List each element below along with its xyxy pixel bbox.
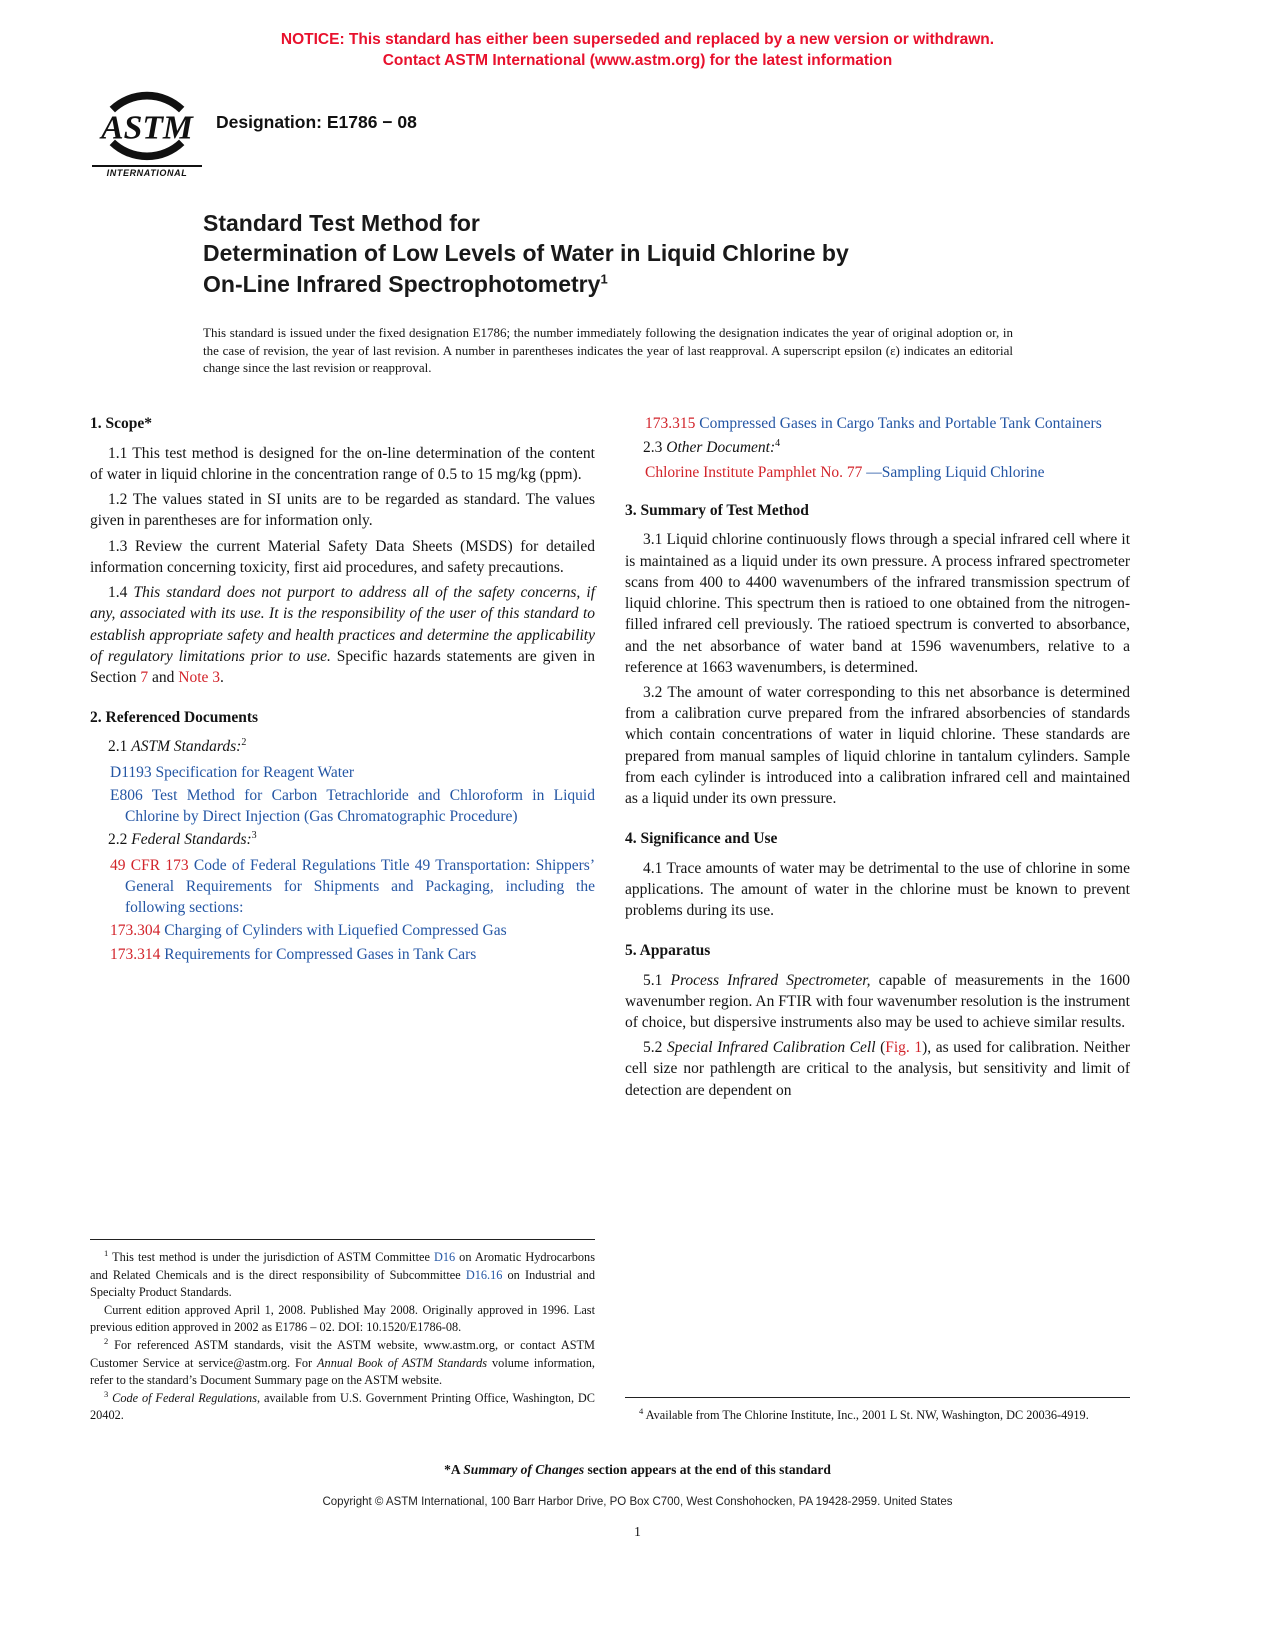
inline-link[interactable]: Test Method for Carbon Tetrachloride and Chloroform in Liquid Chlorine by Direct Injection (Gas Chromatographic Procedure) <box>125 786 595 826</box>
footnote-separator <box>90 1239 595 1240</box>
issuing-preamble: This standard is issued under the fixed designation E1786; the number immediately following the designation indicates the year of original adoption or, in the case of revision, the year of last revision. A number in parentheses indicates the year of last reapproval. A superscript epsilon (ε) indicates an editorial change since the last revision or reapproval. <box>203 324 1013 376</box>
inline-link[interactable]: 49 CFR 173 <box>110 856 189 874</box>
right-footnotes <box>625 1397 1130 1425</box>
footnote-1 <box>90 1249 595 1301</box>
text-segment: 2.1 <box>108 738 132 756</box>
notice-line-1: NOTICE: This standard has either been superseded and replaced by a new version or withdrawn. <box>280 31 995 48</box>
document-title <box>203 208 1025 300</box>
text-segment: 4 <box>775 437 781 449</box>
reference-item-d1193 <box>90 762 595 783</box>
text-segment: Process Infrared Spectrometer, <box>670 971 871 989</box>
designation-label: Designation: E1786 − 08 <box>216 111 417 132</box>
text-segment: on Aromatic Hydrocarbons and Related Chemicals and is the direct responsibility of Subcommittee <box>90 1250 595 1282</box>
inline-link[interactable]: Note 3 <box>178 668 221 686</box>
inline-link[interactable]: Code of Federal Regulations Title 49 Transportation: Shippers’ General Requirements for Shipments and Packaging, including the following sections: <box>125 856 595 917</box>
text-segment: 1.4 <box>108 584 134 602</box>
footnote-3 <box>90 1390 595 1424</box>
reference-item-49cfr173 <box>90 855 595 919</box>
paragraph-4-1 <box>625 858 1130 922</box>
section-heading-scope: 1. Scope* <box>90 415 152 433</box>
paragraph-2-3 <box>625 437 1130 458</box>
text-segment: on Industrial and Specialty Product Standards. <box>90 1267 595 1299</box>
text-segment: 1.3 Review the current Material Safety Data Sheets (MSDS) for detailed information concerning toxicity, first aid procedures, and safety precautions. <box>90 537 595 576</box>
summary-of-changes-note <box>0 1462 1275 1478</box>
text-segment: Summary of Changes <box>463 1462 585 1477</box>
reference-item-173-314 <box>90 944 595 965</box>
text-segment: This test method is under the jurisdiction of ASTM Committee <box>108 1250 434 1265</box>
reference-item-chlorine-pamphlet <box>625 462 1130 483</box>
inline-link[interactable]: Compressed Gases in Cargo Tanks and Portable Tank Containers <box>695 415 1102 433</box>
text-segment: 3.1 Liquid chlorine continuously flows through a special infrared cell where it is maintained as a liquid under its own pressure. A process infrared spectrometer scans from 400 to 4400 wavenumbers of the infrared transmission spectrum of liquid chlorine. This spectrum then is ratioed to one obtained from the nitrogen-filled infrared cell previously. The ratioed spectrum is converted to absorbance, and the net absorbance of water band at 1596 wavenumbers, relative to a reference at 1663 wavenumbers, is determined. <box>625 531 1130 676</box>
text-segment: 3.2 The amount of water corresponding to this net absorbance is determined from a calibration curve prepared from the infrared absorbencies of standards which contain concentrations of water in liquid chlorine. These standards are prepared from manual samples of liquid chlorine in tantalum cylinders. Sample from each cylinder is introduced into a calibration infrared cell and maintained as a liquid under its own pressure. <box>625 683 1130 808</box>
footnote-4 <box>625 1407 1130 1424</box>
inline-link[interactable]: Charging of Cylinders with Liquefied Compressed Gas <box>160 922 507 940</box>
text-segment: 1.1 This test method is designed for the on-line determination of the content of water in liquid chlorine in the concentration range of 0.5 to 15 mg/kg (ppm). <box>90 444 595 483</box>
text-segment: 1.2 The values stated in SI units are to be regarded as standard. The values given in parentheses are for information only. <box>90 491 595 530</box>
text-segment: volume information, refer to the standard’s Document Summary page on the ASTM website. <box>90 1355 595 1387</box>
text-segment: For referenced ASTM standards, visit the ASTM website, www.astm.org, or contact ASTM Customer Service at service@astm.org. For <box>90 1338 595 1370</box>
astm-logo <box>92 86 202 178</box>
paragraph-3-2 <box>625 682 1130 809</box>
title-line-3-text: On-Line Infrared Spectrophotometry <box>203 271 601 297</box>
text-segment: Available from The Chlorine Institute, Inc., 2001 L St. NW, Washington, DC 20036-4919. <box>643 1408 1089 1423</box>
text-segment: 5.1 <box>643 971 671 989</box>
text-segment: section appears at the end of this standard <box>584 1462 831 1477</box>
inline-link[interactable]: D16 <box>433 1250 456 1265</box>
text-segment: . <box>220 668 224 686</box>
text-segment: 1 <box>104 1248 109 1259</box>
inline-link[interactable]: 173.314 <box>110 945 161 963</box>
title-line-3 <box>203 269 1025 300</box>
paragraph-1-3 <box>90 536 595 578</box>
text-segment: 4.1 Trace amounts of water may be detrimental to the use of chlorine in some applications. The amount of water in the chlorine must be known to prevent problems during its use. <box>625 859 1130 920</box>
page-number: 1 <box>634 1524 641 1539</box>
paragraph-1-1 <box>90 443 595 485</box>
text-segment: 3 <box>104 1388 109 1399</box>
section-heading-significance: 4. Significance and Use <box>625 830 778 848</box>
paragraph-5-1 <box>625 970 1130 1034</box>
astm-logo-subtitle: INTERNATIONAL <box>92 165 202 178</box>
paragraph-2-1 <box>90 736 595 757</box>
text-segment: This standard does not purport to address all of the safety concerns, if any, associated with its use. It is the responsibility of the user of this standard to establish appropriate safety and health practices and determine the applicability of regulatory limitations prior to use. <box>90 584 596 665</box>
footnote-separator <box>625 1397 1130 1398</box>
inline-link[interactable]: E806 <box>110 786 143 804</box>
body-columns <box>90 413 1130 1425</box>
footnote-2 <box>90 1337 595 1389</box>
text-segment: 2 <box>104 1336 109 1347</box>
inline-link[interactable]: Fig. 1 <box>885 1039 923 1057</box>
text-segment: 5.2 <box>643 1039 667 1057</box>
section-heading-summary: 3. Summary of Test Method <box>625 502 809 520</box>
title-line-2: Determination of Low Levels of Water in Liquid Chlorine by <box>203 240 849 267</box>
text-segment: 3 <box>251 830 257 842</box>
astm-logo-text: ASTM <box>101 109 193 147</box>
paragraph-5-2 <box>625 1037 1130 1101</box>
inline-link[interactable]: D16.16 <box>465 1267 503 1282</box>
text-segment: 4 <box>639 1406 644 1417</box>
text-segment: *A <box>444 1462 464 1477</box>
paragraph-3-1 <box>625 529 1130 678</box>
paragraph-1-4 <box>90 582 595 688</box>
reference-item-e806 <box>90 785 595 827</box>
text-segment: ), as used for calibration. Neither cell size nor pathlength are critical to the analysis, but sensitivity and limit of detection are dependent on <box>625 1039 1130 1099</box>
text-segment: , available from U.S. Government Printing Office, Washington, DC 20402. <box>90 1390 595 1423</box>
inline-link[interactable]: Chlorine Institute Pamphlet No. 77 <box>645 463 867 481</box>
copyright-line: Copyright © ASTM International, 100 Barr Harbor Drive, PO Box C700, West Conshohocken, PA 19428-2959. United States <box>322 1496 953 1508</box>
astm-logo-mark <box>94 86 200 164</box>
text-segment: 2.2 <box>108 831 132 849</box>
footnote-1-edition <box>90 1302 595 1336</box>
text-segment: Annual Book of ASTM Standards <box>317 1355 488 1370</box>
inline-link[interactable]: 173.304 <box>110 922 161 940</box>
text-segment: ( <box>875 1039 886 1057</box>
notice-line-2: Contact ASTM International (www.astm.org) for the latest information <box>382 51 893 69</box>
section-heading-apparatus: 5. Apparatus <box>625 942 711 960</box>
document-header <box>92 86 1275 178</box>
text-segment: Federal Standards: <box>131 831 252 849</box>
paragraph-2-2 <box>90 829 595 850</box>
inline-link[interactable]: —Sampling Liquid Chlorine <box>866 463 1045 481</box>
title-line-1: Standard Test Method for <box>203 209 480 236</box>
text-segment: Other Document: <box>666 438 776 456</box>
inline-link[interactable]: 173.315 <box>645 415 696 433</box>
supersession-notice <box>0 0 1275 72</box>
text-segment: Current edition approved April 1, 2008. Published May 2008. Originally approved in 1996. Last previous edition approved in 2002 as E1786 – 02. DOI: 10.1520/E1786-08. <box>90 1302 595 1335</box>
text-segment: 2 <box>241 737 247 749</box>
paragraph-1-2 <box>90 489 595 531</box>
text-segment: 2.3 <box>643 438 667 456</box>
text-segment: Code of Federal Regulations <box>112 1390 257 1405</box>
text-segment: ASTM Standards: <box>131 738 242 756</box>
reference-item-173-315 <box>625 413 1130 434</box>
inline-link[interactable]: 7 <box>140 668 149 686</box>
right-column <box>625 413 1130 1425</box>
inline-link[interactable]: D1193 <box>110 763 152 781</box>
section-heading-referenced-documents: 2. Referenced Documents <box>90 709 259 727</box>
inline-link[interactable]: Specification for Reagent Water <box>151 763 355 781</box>
title-footnote-ref: 1 <box>600 271 608 287</box>
text-segment: Special Infrared Calibration Cell <box>666 1039 876 1057</box>
text-segment: capable of measurements in the 1600 wavenumber region. An FTIR with four wavenumber resolution is the instrument of choice, but dispersive instruments also may be used to achieve similar results. <box>625 971 1130 1032</box>
reference-item-173-304 <box>90 920 595 941</box>
text-segment: and <box>148 668 179 686</box>
text-segment: Specific hazards statements are given in Section <box>90 647 595 686</box>
inline-link[interactable]: Requirements for Compressed Gases in Tank Cars <box>160 945 477 963</box>
left-footnotes <box>90 1239 595 1425</box>
left-column <box>90 413 595 1425</box>
